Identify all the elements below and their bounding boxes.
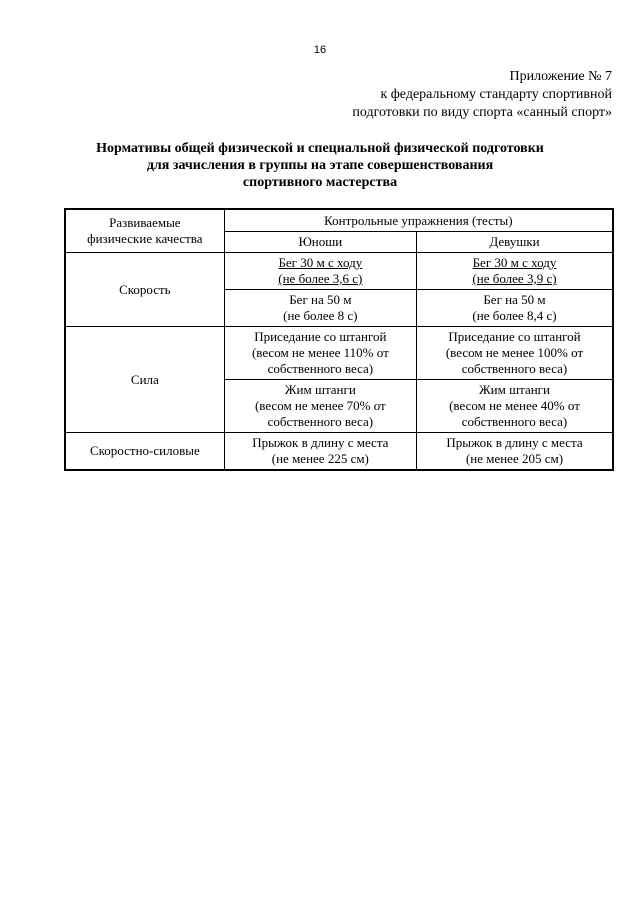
norm-text: собственного веса) <box>267 361 374 376</box>
norm-text: (весом не менее 100% от <box>445 345 584 360</box>
header-control-exercises: Контрольные упражнения (тесты) <box>224 209 613 232</box>
table-row <box>65 433 613 471</box>
girls-norm-cell <box>416 433 613 471</box>
girls-norm-cell <box>416 327 613 380</box>
norm-text: Прыжок в длину с места <box>446 435 583 450</box>
table-header-row <box>65 209 613 232</box>
appendix-line: к федеральному стандарту спортивной <box>380 87 612 102</box>
norm-text: собственного веса) <box>267 414 374 429</box>
norm-text: Бег на 50 м <box>289 292 352 307</box>
boys-norm-cell <box>224 380 416 433</box>
girls-norm-cell <box>416 253 613 290</box>
appendix-header <box>352 68 612 122</box>
title-line: Нормативы общей физической и специальной физической подготовки <box>96 141 544 156</box>
norm-text: Жим штанги <box>284 382 356 397</box>
norm-text: Приседание со штангой <box>448 329 581 344</box>
girls-norm-cell <box>416 380 613 433</box>
norm-text: (весом не менее 70% от <box>254 398 386 413</box>
table-row <box>65 253 613 290</box>
title-line: для зачисления в группы на этапе совершенствования <box>146 158 494 173</box>
boys-norm-cell <box>224 327 416 380</box>
norm-text: Приседание со штангой <box>254 329 387 344</box>
header-girls: Девушки <box>416 232 613 253</box>
norm-text: собственного веса) <box>461 361 568 376</box>
norm-text: (не менее 225 см) <box>271 451 369 466</box>
norm-text: собственного веса) <box>461 414 568 429</box>
appendix-line: подготовки по виду спорта «санный спорт» <box>352 105 612 120</box>
girls-norm-cell <box>416 290 613 327</box>
document-title <box>0 140 640 191</box>
header-boys: Юноши <box>224 232 416 253</box>
quality-cell: Скоростно-силовые <box>65 433 224 471</box>
norm-text: Прыжок в длину с места <box>252 435 389 450</box>
header-text: Развиваемые <box>109 215 181 230</box>
boys-norm-cell <box>224 290 416 327</box>
header-physical-qualities <box>65 209 224 253</box>
norm-text: Бег 30 м с ходу <box>278 255 363 270</box>
norm-text: (не более 8,4 с) <box>472 308 557 323</box>
appendix-line: Приложение № 7 <box>509 69 612 84</box>
norm-text: (не более 3,6 с) <box>278 271 363 286</box>
quality-cell: Скорость <box>65 253 224 327</box>
norm-text: (весом не менее 110% от <box>251 345 389 360</box>
norm-text: (не более 8 с) <box>283 308 358 323</box>
norm-text: (весом не менее 40% от <box>449 398 580 413</box>
norm-text: Бег 30 м с ходу <box>472 255 557 270</box>
header-text: физические качества <box>87 231 203 246</box>
quality-cell: Сила <box>65 327 224 433</box>
page-number: 16 <box>313 44 327 56</box>
norm-text: Бег на 50 м <box>483 292 546 307</box>
title-line: спортивного мастерства <box>242 175 398 190</box>
norm-text: (не менее 205 см) <box>465 451 564 466</box>
norms-table <box>64 208 614 471</box>
table-row <box>65 327 613 380</box>
boys-norm-cell <box>224 253 416 290</box>
norm-text: Жим штанги <box>479 382 550 397</box>
boys-norm-cell <box>224 433 416 471</box>
norm-text: (не более 3,9 с) <box>472 271 557 286</box>
